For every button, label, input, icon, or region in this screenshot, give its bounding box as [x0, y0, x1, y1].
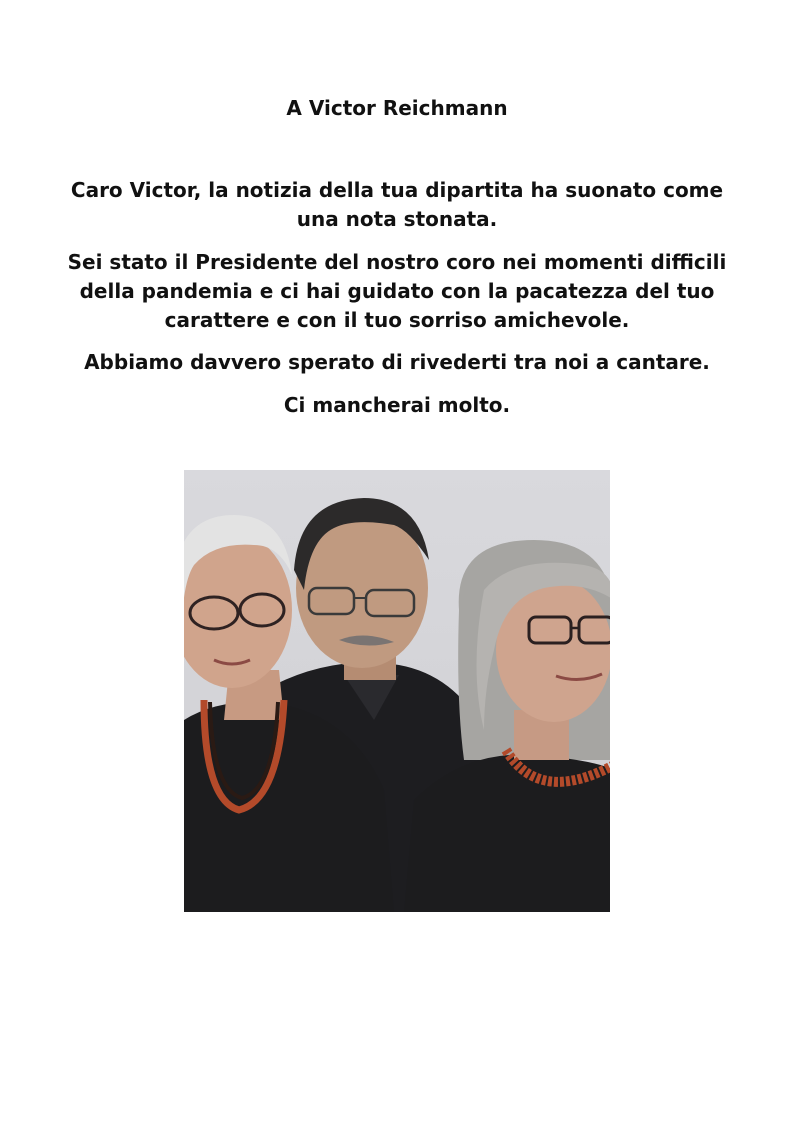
group-photo-illustration [184, 470, 610, 912]
paragraph-news: Caro Victor, la notizia della tua dipartita ha suonato come una nota stonata. [70, 178, 724, 231]
paragraph-farewell: Ci mancherai molto. [283, 393, 511, 417]
paragraph-hope: Abbiamo davvero sperato di rivederti tra noi a cantare. [84, 350, 710, 374]
paragraph-president: Sei stato il Presidente del nostro coro nei momenti difficili della pandemia e ci hai guidato con la pacatezza del tuo carattere e con il tuo sorriso amichevole. [67, 250, 727, 332]
group-photo [184, 470, 610, 912]
letter-title: A Victor Reichmann [286, 96, 508, 120]
